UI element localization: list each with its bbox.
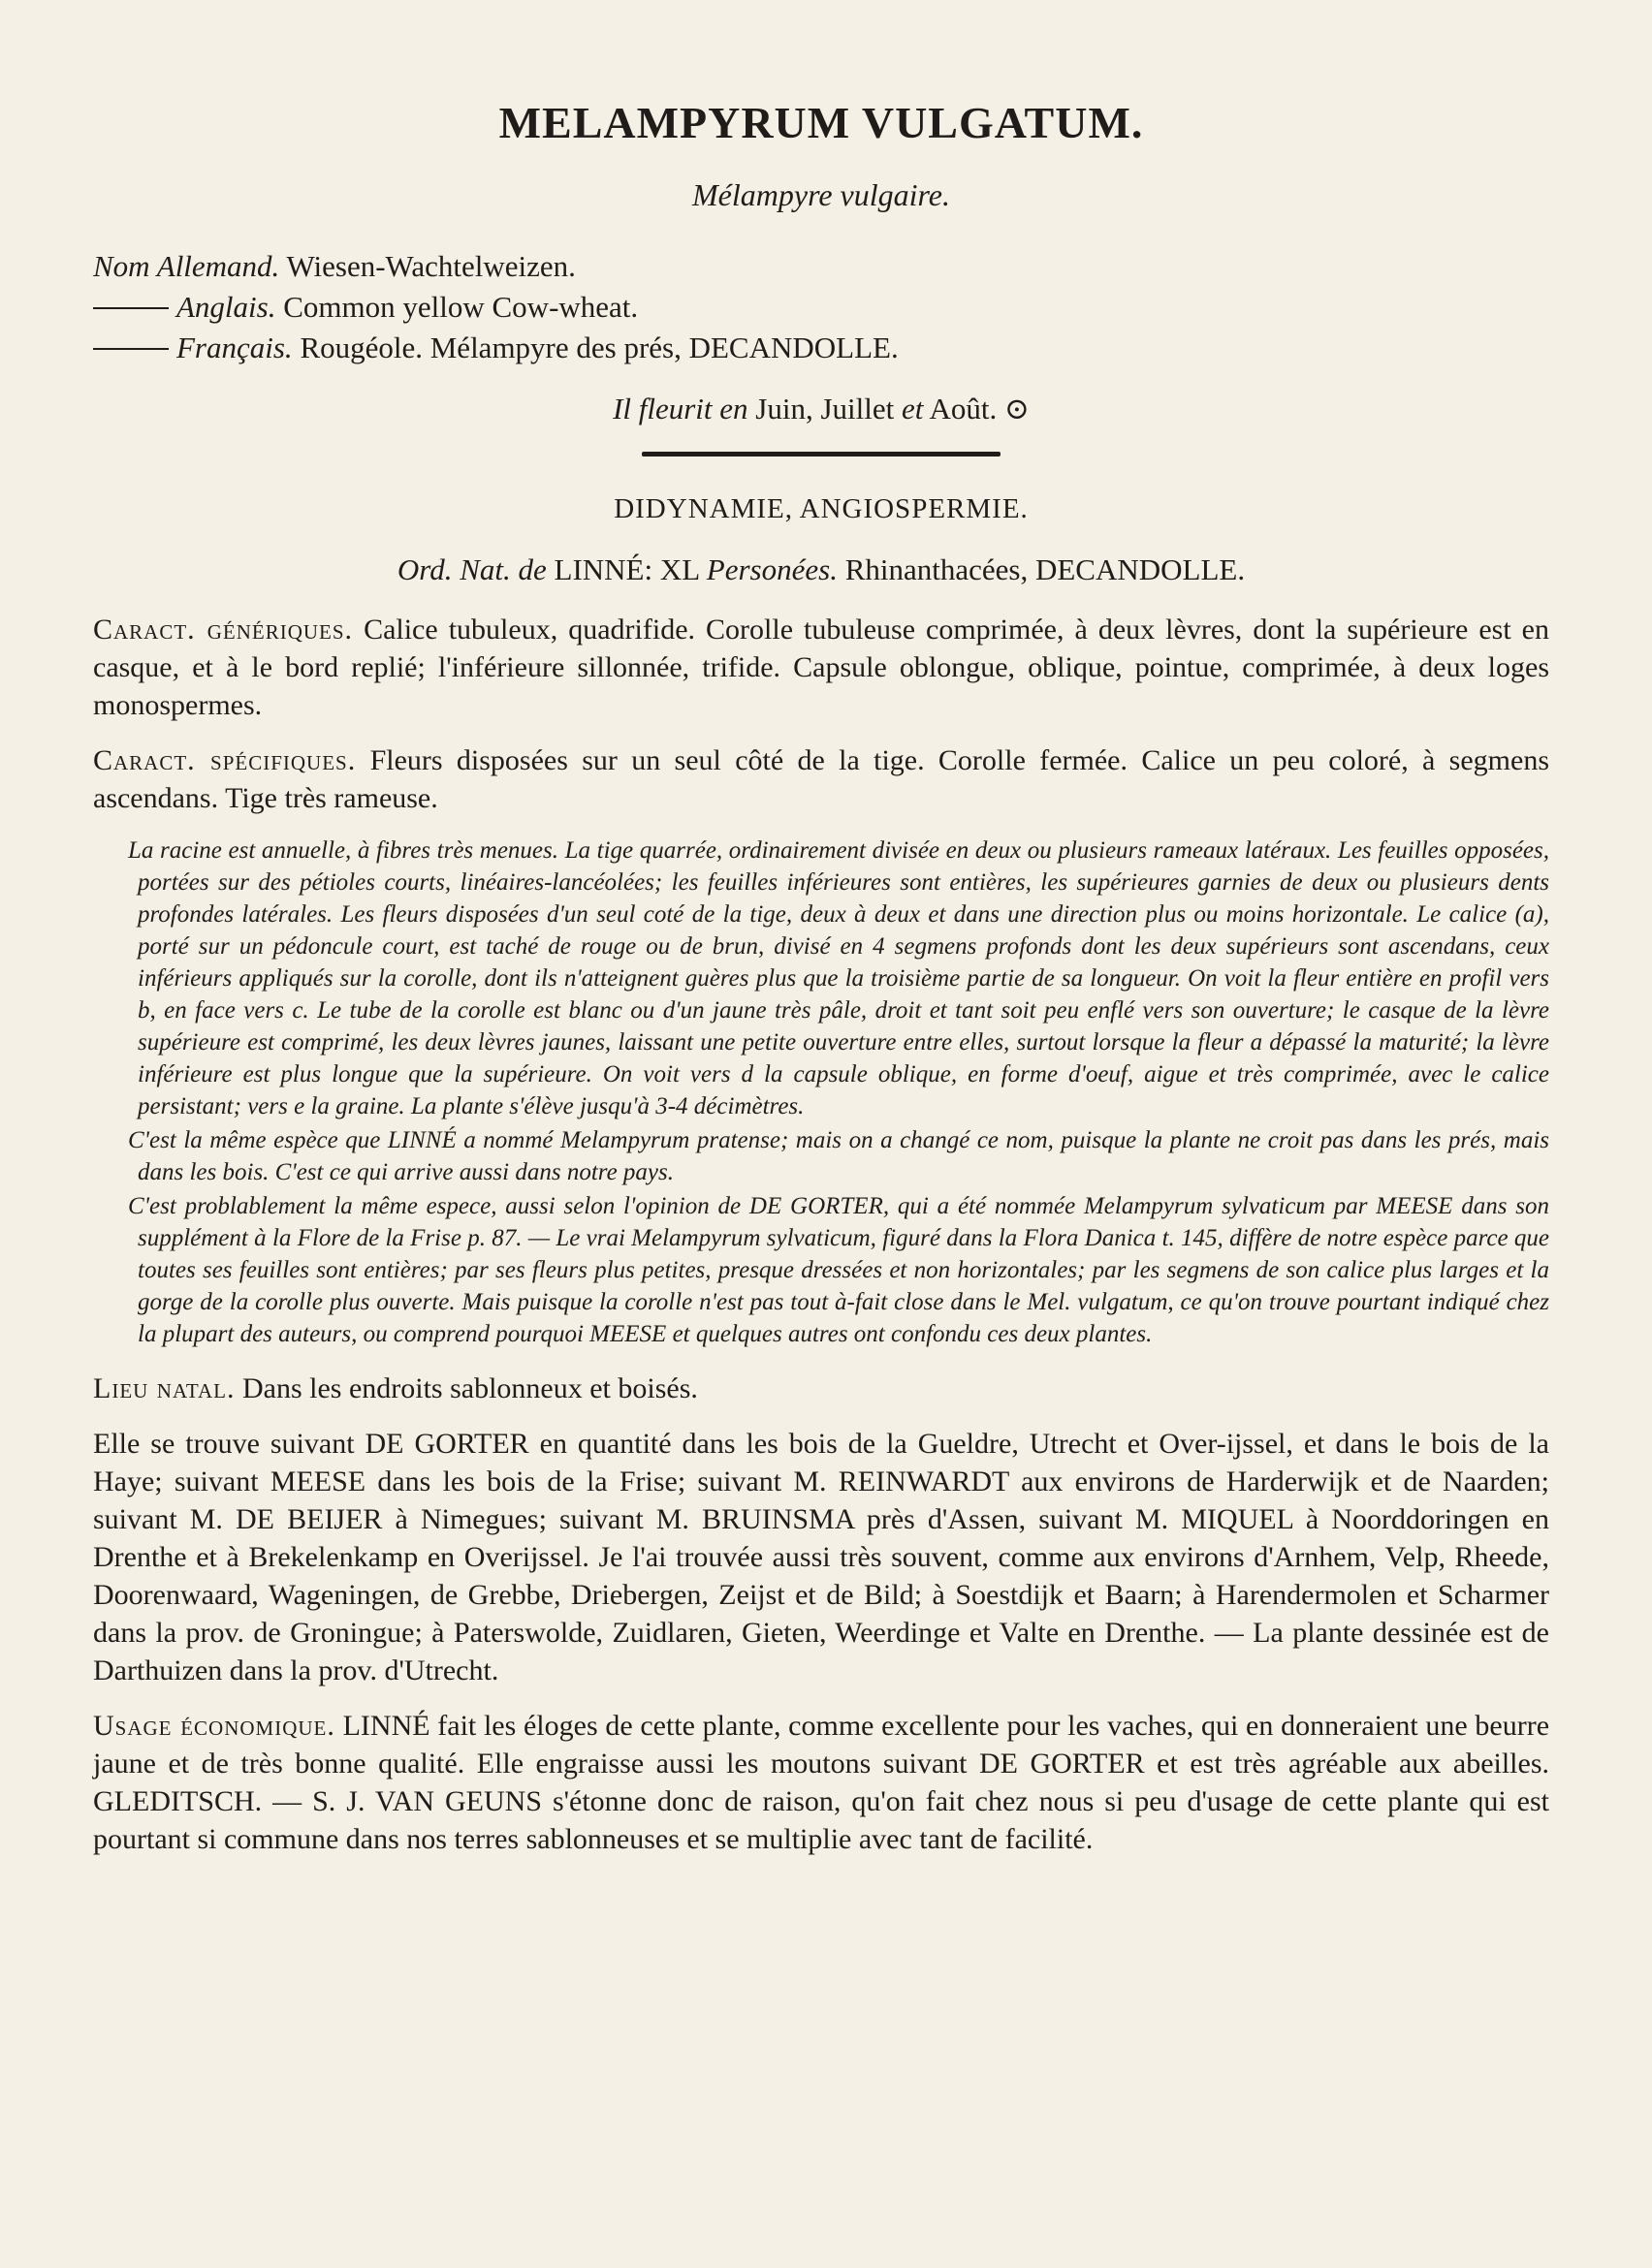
flowering-and: et <box>902 392 924 425</box>
economic-usage <box>93 1707 1549 1858</box>
specific-characters <box>93 741 1549 817</box>
common-names <box>93 246 1549 368</box>
flowering-june: Juin, <box>755 392 813 425</box>
generic-heading: Caract. génériques. <box>93 614 354 646</box>
description-paragraph: C'est problablement la même espece, aussi selon l'opinion de DE GORTER, qui a été nommée Melampyrum sylvaticum par MEESE dans son supplément à la Flore de la Frise p. 87. — Le vrai Melampyrum sylvaticum, figuré dans la Flora Danica t. 145, diffère de notre espèce parce que toutes ses feuilles sont entières; par ses fleurs plus petites, presque dressées et non horizontales; par les segmens de son calice plus larges et la gorge de la corolle plus ouverte. Mais puisque la corolle n'est pas tout à-fait close dans le Mel. vulgatum, ce qu'on trouve pourtant indiqué chez la plupart des auteurs, ou comprend pourquoi MEESE et quelques autres ont confondu ces deux plantes. <box>128 1193 1549 1347</box>
order-prefix: Ord. Nat. de <box>397 552 547 586</box>
name-german <box>93 246 1549 287</box>
order-linne: LINNÉ: <box>554 552 653 586</box>
name-french-value: Rougéole. Mélampyre des prés, DECANDOLLE. <box>300 331 899 364</box>
flowering-prefix: Il fleurit en <box>613 392 748 425</box>
flowering-july: Juillet <box>820 392 895 425</box>
native-place <box>93 1370 1549 1407</box>
page-title: MELAMPYRUM VULGATUM. <box>498 98 1144 147</box>
flowering-line <box>93 392 1549 426</box>
lieu-text: Dans les endroits sablonneux et boisés. <box>241 1372 698 1404</box>
description-paragraph: La racine est annuelle, à fibres très menues. La tige quarrée, ordinairement divisée en deux ou plusieurs rameaux latéraux. Les feuilles opposées, portées sur des pétioles courts, linéaires-lancéolées; les feuilles inférieures sont entières, les supérieures garnies de deux ou plusieurs dents profondes latérales. Les fleurs disposées d'un seul coté de la tige, deux à deux et dans une direction plus ou moins horizontale. Le calice (a), porté sur un pédoncule court, est taché de rouge ou de brun, divisé en 4 segmens profonds dont les deux supérieurs sont ascendans, ceux inférieurs appliqués sur la corolle, dont ils n'atteignent guères plus que la troisième partie de sa longueur. On voit la fleur entière en profil vers b, en face vers c. Le tube de la corolle est blanc ou d'un jaune très pâle, droit et tant soit peu enflé vers son ouverture; le casque de la lèvre supérieure est comprimé, les deux lèvres jaunes, laissant une petite ouverture entre elles, surtout lorsque la fleur a dépassé la maturité; la lèvre inférieure est plus longue que la supérieure. On voit vers d la capsule oblique, en forme d'oeuf, aigue et très comprimée, avec le calice persistant; vers e la graine. La plante s'élève jusqu'à 3-4 décimètres. <box>128 837 1549 1119</box>
usage-text: LINNÉ fait les éloges de cette plante, comme excellente pour les vaches, qui en donneraient une beurre jaune et de très bonne qualité. Elle engraisse aussi les moutons suivant DE GORTER et est très agréable aux abeilles. GLEDITSCH. — S. J. VAN GEUNS s'étonne donc de raison, qu'on fait chez nous si peu d'usage de cette plante qui est pourtant si commune dans nos terres sablonneuses et se multiplie avec tant de facilité. <box>93 1710 1550 1855</box>
specific-text: Fleurs disposées sur un seul côté de la tige. Corolle fermée. Calice un peu coloré, à segmens ascendans. Tige très rameuse. <box>93 744 1549 814</box>
lieu-heading: Lieu natal. <box>93 1372 236 1404</box>
name-english-label: Anglais. <box>176 290 276 324</box>
usage-heading: Usage économique. <box>93 1710 335 1742</box>
order-rest: Rhinanthacées, DECANDOLLE. <box>844 552 1246 586</box>
order-number: XL <box>659 552 700 586</box>
specific-heading: Caract. spécifiques. <box>93 744 357 776</box>
subtitle: Mélampyre vulgaire. <box>692 177 950 212</box>
generic-text: Calice tubuleux, quadrifide. Corolle tubuleuse comprimée, à deux lèvres, dont la supérieure est en casque, et à le bord replié; l'inférieure sillonnée, trifide. Capsule oblongue, oblique, pointue, comprimée, à deux loges monospermes. <box>93 614 1549 721</box>
description <box>128 835 1549 1350</box>
natural-order <box>93 552 1549 587</box>
name-english <box>93 287 1549 328</box>
habitat-paragraph: Elle se trouve suivant DE GORTER en quantité dans les bois de la Gueldre, Utrecht et Over-ijssel, et dans le bois de la Haye; suivant MEESE dans les bois de la Frise; suivant M. REINWARDT aux environs de Harderwijk et de Naarden; suivant M. DE BEIJER à Nimegues; suivant M. BRUINSMA près d'Assen, suivant M. MIQUEL à Noorddoringen en Drenthe et à Brekelenkamp en Overijssel. Je l'ai trouvée aussi très souvent, comme aux environs d'Arnhem, Velp, Rheede, Doorenwaard, Wageningen, de Grebbe, Driebergen, Zeijst et de Bild; à Soestdijk et Baarn; à Harendermolen et Scharmer dans la prov. de Groningue; à Paterswolde, Zuidlaren, Gieten, Weerdinge et Valte en Drenthe. — La plante dessinée est de Darthuizen dans la prov. d'Utrecht. <box>93 1428 1549 1686</box>
name-english-value: Common yellow Cow-wheat. <box>283 290 639 324</box>
name-german-value: Wiesen-Wachtelweizen. <box>286 249 576 283</box>
description-paragraph: C'est la même espèce que LINNÉ a nommé Melampyrum pratense; mais on a changé ce nom, puisque la plante ne croit pas dans les prés, mais dans les bois. C'est ce qui arrive aussi dans notre pays. <box>128 1127 1549 1185</box>
ditto-dash <box>93 348 169 350</box>
divider-rule <box>642 452 1001 457</box>
order-family: Personées. <box>706 552 838 586</box>
name-german-label: Nom Allemand. <box>93 249 280 283</box>
name-french <box>93 328 1549 368</box>
flowering-august: Août. <box>929 392 998 425</box>
generic-characters <box>93 611 1549 724</box>
name-french-label: Français. <box>176 331 293 364</box>
classification: DIDYNAMIE, ANGIOSPERMIE. <box>614 493 1029 524</box>
ditto-dash <box>93 307 169 309</box>
annual-symbol-icon: ⊙ <box>1003 392 1030 425</box>
